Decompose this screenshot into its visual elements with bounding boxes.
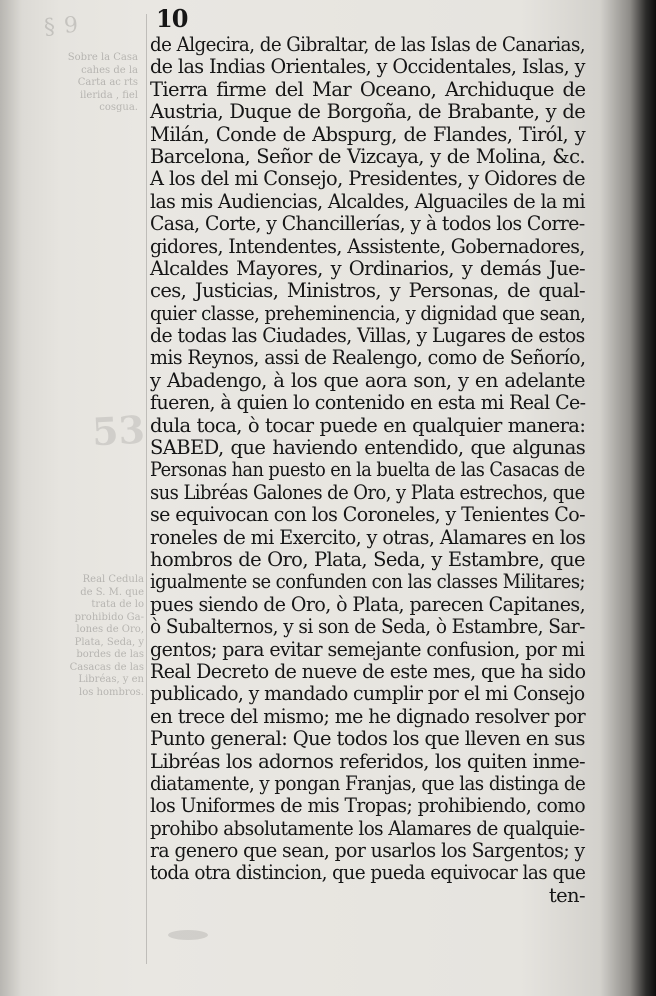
text-line: Casa, Corte, y Chancillerías, y à todos los Corre- xyxy=(150,212,585,236)
text-line: quier classe, preheminencia, y dignidad que sean, xyxy=(150,301,586,325)
text-line: y Abadengo, à los que aora son, y en adelante xyxy=(150,368,585,392)
text-line: se equivocan con los Coroneles, y Tenientes Co- xyxy=(150,503,585,527)
text-line: los Uniformes de mis Tropas; prohibiendo, como xyxy=(150,794,586,818)
text-line: Tierra firme del Mar Oceano, Archiduque de xyxy=(150,77,586,101)
text-line: de las Indias Orientales, y Occidentales, Islas, y xyxy=(150,55,585,79)
text-line: sus Libréas Galones de Oro, y Plata estrechos, que xyxy=(150,480,585,504)
text-line: en trece del mismo; me he dignado resolver por xyxy=(150,704,586,728)
ink-smudge xyxy=(168,930,208,940)
text-line: de todas las Ciudades, Villas, y Lugares de estos xyxy=(150,324,585,348)
text-line: SABED, que haviendo entendido, que algunas xyxy=(150,436,586,460)
text-line: toda otra distincion, que pueda equivocar las que xyxy=(150,861,586,885)
show-through-margin-note-top: Sobre la Casa cahes de la Carta ac rts ilerida , fiel cosgua. xyxy=(67,52,138,113)
text-line: dula toca, ò tocar puede en qualquier manera: xyxy=(150,413,586,437)
show-through-page-number: § 9 xyxy=(43,12,80,41)
text-line: ra genero que sean, por usarlos los Sargentos; y xyxy=(150,839,585,863)
text-line: ò Subalternos, y si son de Seda, ò Estambre, Sar- xyxy=(150,615,585,639)
text-line: A los del mi Consejo, Presidentes, y Oidores de xyxy=(150,167,585,191)
body-text xyxy=(150,34,585,907)
margin-rule xyxy=(146,14,147,964)
text-line: gentos; para evitar semejante confusion, por mi xyxy=(150,637,585,661)
text-line: Punto general: Que todos los que lleven en sus xyxy=(150,727,585,751)
text-line: Barcelona, Señor de Vizcaya, y de Molina, &c. xyxy=(150,144,585,168)
show-through-margin-note-middle: Real Cedula de S. M. que trata de lo prohibido Ga- lones de Oro, Plata, Seda, y bordes de las Casacas de las Libréas, y en los hombros. xyxy=(69,574,144,698)
text-line: las mis Audiencias, Alcaldes, Alguaciles de la mi xyxy=(150,189,585,213)
page-number: 10 xyxy=(156,4,188,33)
text-line: Libréas los adornos referidos, los quiten inme- xyxy=(150,749,585,773)
text-line: pues siendo de Oro, ò Plata, parecen Capitanes, xyxy=(150,592,586,616)
text-line: diatamente, y pongan Franjas, que las distinga de xyxy=(150,771,586,795)
text-line: mis Reynos, assi de Realengo, como de Señorío, xyxy=(150,346,586,370)
text-line: de Algecira, de Gibraltar, de las Islas de Canarias, xyxy=(150,33,586,56)
text-line: fueren, à quien lo contenido en esta mi Real Ce- xyxy=(150,391,586,415)
text-line: publicado, y mandado cumplir por el mi Consejo xyxy=(150,682,585,706)
text-line: gidores, Intendentes, Assistente, Gobernadores, xyxy=(150,234,585,258)
text-line: Austria, Duque de Borgoña, de Brabante, y de xyxy=(150,100,586,124)
text-line: roneles de mi Exercito, y otras, Alamares en los xyxy=(150,525,586,549)
text-line: ten- xyxy=(548,883,585,907)
text-line: ces, Justicias, Ministros, y Personas, de qual- xyxy=(150,279,585,303)
show-through-ink-blot: 53 xyxy=(90,406,147,455)
text-line: Real Decreto de nueve de este mes, que ha sido xyxy=(150,659,586,683)
text-line: prohibo absolutamente los Alamares de qualquie- xyxy=(150,816,585,840)
text-line: Alcaldes Mayores, y Ordinarios, y demás Jue- xyxy=(150,256,585,280)
text-line: hombros de Oro, Plata, Seda, y Estambre, que xyxy=(150,547,585,571)
text-line: Milán, Conde de Abspurg, de Flandes, Tiról, y xyxy=(150,122,586,146)
text-line: Personas han puesto en la buelta de las Casacas de xyxy=(150,458,585,482)
text-line: igualmente se confunden con las classes Militares; xyxy=(150,570,586,594)
